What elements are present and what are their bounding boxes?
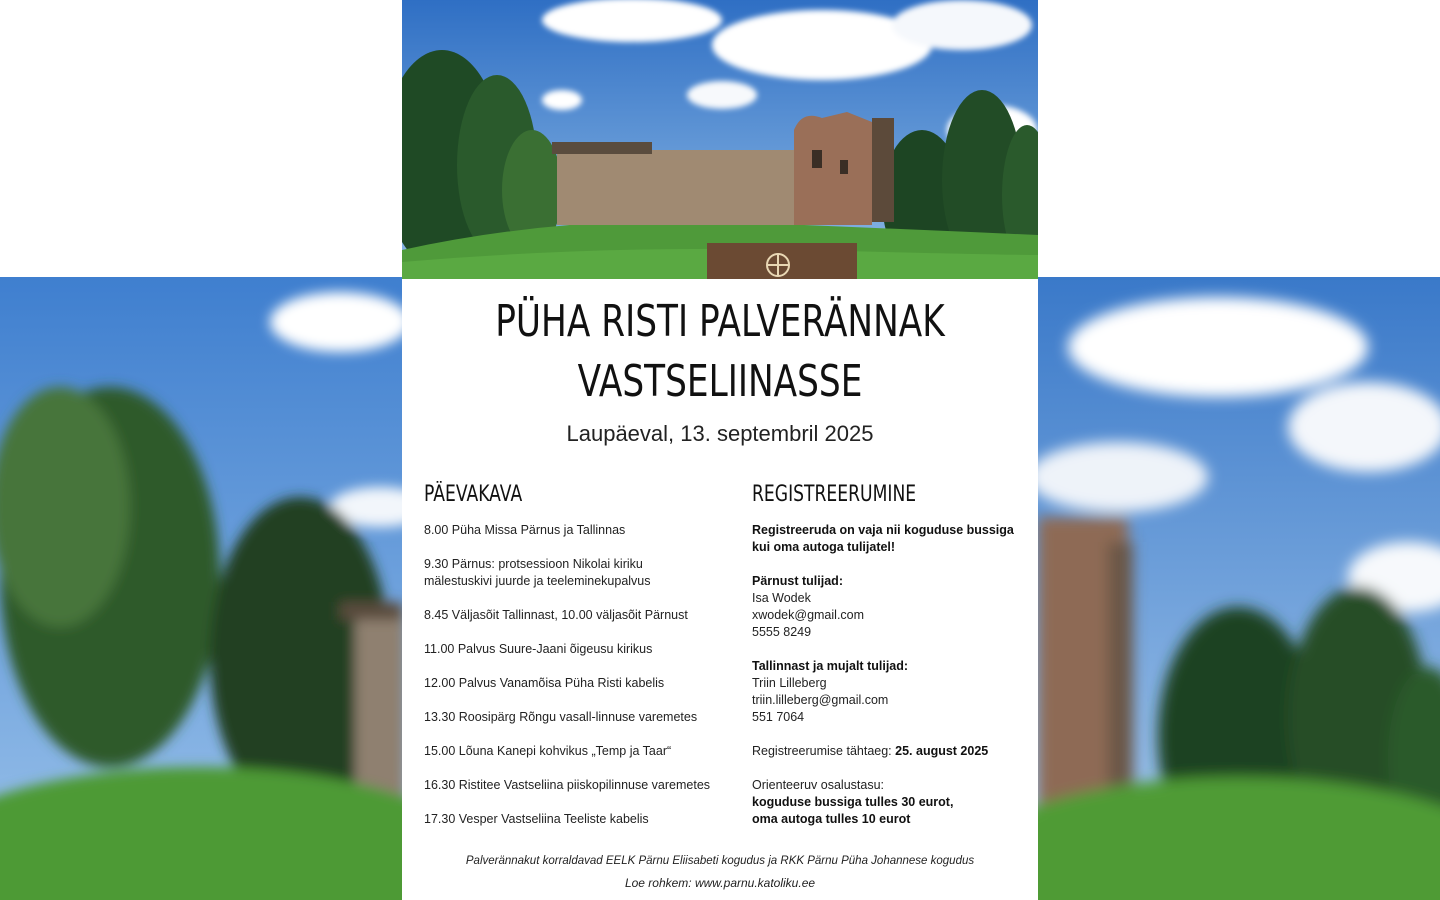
right-background-illustration [1038, 277, 1440, 900]
title-line-1: PÜHA RISTI PALVERÄNNAK [495, 296, 945, 347]
registration-heading: REGISTREERUMINE [752, 482, 917, 507]
schedule-item: 8.45 Väljasõit Tallinnast, 10.00 väljasõit Pärnust [424, 608, 688, 622]
registration-intro: Registreeruda on vaja nii koguduse bussiga kui oma autoga tulijatel! [752, 523, 1014, 554]
fee-car: oma autoga tulles 10 eurot [752, 812, 911, 826]
parnu-contact-email[interactable]: xwodek@gmail.com [752, 608, 865, 622]
fee-label: Orienteeruv osalustasu: [752, 778, 885, 792]
schedule-item: 17.30 Vesper Vastseliina Teeliste kabelis [424, 812, 649, 826]
tallinn-contact-phone: 551 7064 [752, 710, 805, 724]
schedule-item: 9.30 Pärnus: protsessioon Nikolai kiriku mälestuskivi juurde ja teeleminekupalvus [424, 557, 651, 588]
event-date: Laupäeval, 13. septembril 2025 [566, 421, 874, 446]
right-background-photo [1038, 277, 1440, 900]
registration-section [752, 480, 1022, 828]
left-background-photo [0, 277, 402, 900]
more-info-link[interactable]: Loe rohkem: www.parnu.katoliku.ee [624, 876, 816, 890]
schedule-item: 13.30 Roosipärg Rõngu vasall-linnuse varemetes [424, 710, 698, 724]
fee-bus: koguduse bussiga tulles 30 eurot, [752, 795, 954, 809]
schedule-heading: PÄEVAKAVA [424, 482, 523, 507]
left-background-illustration [0, 277, 402, 900]
castle-ruins-illustration [402, 0, 1038, 279]
tallinn-contact-email[interactable]: triin.lilleberg@gmail.com [752, 693, 889, 707]
tallinn-label: Tallinnast ja mujalt tulijad: [752, 659, 909, 673]
title-line-2: VASTSELIINASSE [577, 356, 863, 407]
deadline-date: 25. august 2025 [895, 744, 989, 758]
schedule-item: 16.30 Ristitee Vastseliina piiskopilinnuse varemetes [424, 778, 711, 792]
poster [402, 0, 1038, 900]
schedule-item: 11.00 Palvus Suure-Jaani õigeusu kirikus [424, 642, 653, 656]
schedule-section [424, 480, 724, 828]
deadline-label: Registreerumise tähtaeg: [752, 744, 896, 758]
schedule-item: 8.00 Püha Missa Pärnus ja Tallinnas [424, 523, 626, 537]
parnu-contact-name: Isa Wodek [752, 591, 811, 605]
hero-photo [402, 0, 1038, 279]
schedule-item: 12.00 Palvus Vanamõisa Püha Risti kabelis [424, 676, 665, 690]
tallinn-contact-name: Triin Lilleberg [752, 676, 827, 690]
deadline-line [752, 743, 1022, 760]
organizers-note: Palverännakut korraldavad EELK Pärnu Eliisabeti kogudus ja RKK Pärnu Püha Johannese kogudus [465, 855, 975, 867]
schedule-item: 15.00 Lõuna Kanepi kohvikus „Temp ja Taar“ [424, 744, 672, 758]
parnu-contact-phone: 5555 8249 [752, 625, 812, 639]
poster-title [472, 292, 968, 412]
parnu-label: Pärnust tulijad: [752, 574, 843, 588]
